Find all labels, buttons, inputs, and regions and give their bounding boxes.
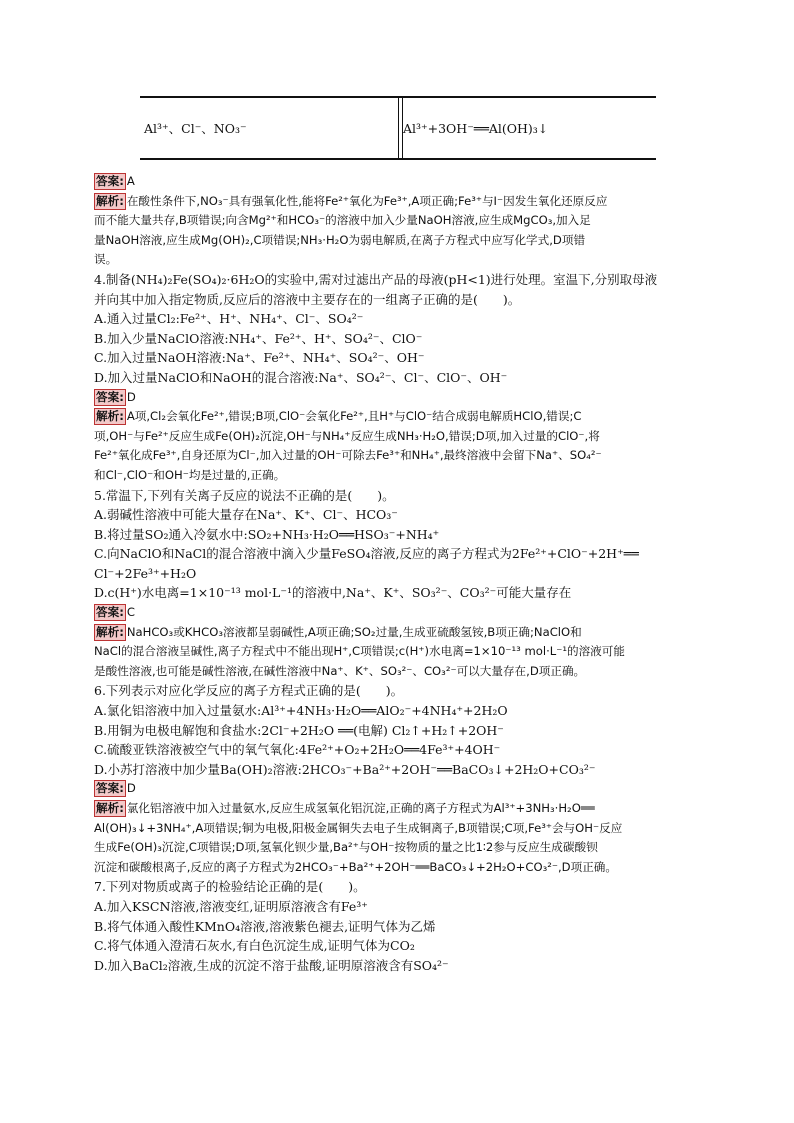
explanation-label: 解析: bbox=[96, 193, 124, 208]
answer-line bbox=[94, 388, 696, 408]
line-text: 在酸性条件下,NO₃⁻具有强氧化性,能将Fe²⁺氧化为Fe³⁺,A项正确;Fe³⁺与I⁻因发生氧化还原反应 bbox=[126, 193, 608, 208]
explanation-line bbox=[94, 192, 696, 212]
line-text: 4.制备(NH₄)₂Fe(SO₄)₂·6H₂O的实验中,需对过滤出产品的母液(pH<1)进行处理。室温下,分别取母液 bbox=[94, 271, 658, 287]
explanation-line bbox=[94, 623, 696, 643]
question-line bbox=[94, 544, 696, 564]
line-text: NaHCO₃或KHCO₃溶液都呈弱碱性,A项正确;SO₂过量,生成亚硫酸氢铵,B项正确;NaClO和 bbox=[126, 624, 582, 639]
explanation-label: 解析: bbox=[96, 409, 124, 424]
answer-label: 答案: bbox=[96, 174, 124, 188]
line-text: Cl⁻+2Fe³⁺+H₂O bbox=[94, 565, 197, 581]
table-cell-equation: Al³⁺+3OH⁻══Al(OH)₃↓ bbox=[403, 120, 549, 136]
question-line bbox=[94, 505, 696, 525]
line-text: C.加入过量NaOH溶液:Na⁺、Fe²⁺、NH₄⁺、SO₄²⁻、OH⁻ bbox=[94, 350, 425, 366]
line-text: 而不能大量共存,B项错误;向含Mg²⁺和HCO₃⁻的溶液中加入少量NaOH溶液,应生成MgCO₃,加入足 bbox=[94, 213, 591, 228]
line-text: 项,OH⁻与Fe²⁺反应生成Fe(OH)₂沉淀,OH⁻与NH₄⁺反应生成NH₃·H₂O,错误;D项,加入过量的ClO⁻,将 bbox=[94, 428, 600, 443]
explanation-line bbox=[94, 799, 696, 819]
line-text: D bbox=[126, 389, 136, 404]
explanation-line bbox=[94, 427, 696, 447]
explanation-line bbox=[94, 231, 696, 251]
question-line bbox=[94, 760, 696, 780]
line-text: B.用铜为电极电解饱和食盐水:2Cl⁻+2H₂O ══(电解) Cl₂↑+H₂↑+2OH⁻ bbox=[94, 722, 504, 738]
line-text: C bbox=[126, 605, 135, 620]
line-text: B.将过量SO₂通入冷氨水中:SO₂+NH₃·H₂O══HSO₃⁻+NH₄⁺ bbox=[94, 526, 440, 542]
question-line bbox=[94, 936, 696, 956]
line-text: Fe²⁺氧化成Fe³⁺,自身还原为Cl⁻,加入过量的OH⁻可除去Fe³⁺和NH₄⁺,最终溶液中会留下Na⁺、SO₄²⁻ bbox=[94, 448, 602, 463]
line-text: 误。 bbox=[94, 252, 118, 267]
line-text: C.向NaClO和NaCl的混合溶液中滴入少量FeSO₄溶液,反应的离子方程式为2Fe²⁺+ClO⁻+2H⁺══ bbox=[94, 546, 639, 562]
question-line bbox=[94, 897, 696, 917]
line-text: 是酸性溶液,也可能是碱性溶液,在碱性溶液中Na⁺、K⁺、SO₃²⁻、CO₃²⁻可以大量存在,D项正确。 bbox=[94, 663, 586, 678]
explanation-line bbox=[94, 838, 696, 858]
line-text: 并向其中加入指定物质,反应后的溶液中主要存在的一组离子正确的是( )。 bbox=[94, 291, 521, 307]
question-line bbox=[94, 721, 696, 741]
line-text: 和Cl⁻,ClO⁻和OH⁻均是过量的,正确。 bbox=[94, 467, 286, 482]
line-text: B.将气体通入酸性KMnO₄溶液,溶液紫色褪去,证明气体为乙烯 bbox=[94, 918, 436, 934]
option-table bbox=[140, 96, 656, 160]
table-cell-ions: Al³⁺、Cl⁻、NO₃⁻ bbox=[144, 121, 247, 136]
question-line bbox=[94, 329, 696, 349]
line-text: C.硫酸亚铁溶液被空气中的氧气氧化:4Fe²⁺+O₂+2H₂O══4Fe³⁺+4OH⁻ bbox=[94, 742, 501, 758]
line-text: D.小苏打溶液中加少量Ba(OH)₂溶液:2HCO₃⁻+Ba²⁺+2OH⁻══BaCO₃↓+2H₂O+CO₃²⁻ bbox=[94, 761, 596, 777]
answer-label: 答案: bbox=[96, 781, 124, 796]
line-text: 沉淀和碳酸根离子,反应的离子方程式为2HCO₃⁻+Ba²⁺+2OH⁻══BaCO₃↓+2H₂O+CO₃²⁻,D项正确。 bbox=[94, 859, 617, 874]
explanation-line bbox=[94, 642, 696, 662]
answer-line bbox=[94, 779, 696, 799]
question-line bbox=[94, 956, 696, 976]
explanation-line bbox=[94, 211, 696, 231]
explanation-line bbox=[94, 662, 696, 682]
explanation-line bbox=[94, 407, 696, 427]
line-text: D.加入过量NaClO和NaOH的混合溶液:Na⁺、SO₄²⁻、Cl⁻、ClO⁻、OH⁻ bbox=[94, 369, 508, 385]
question-line bbox=[94, 701, 696, 721]
line-text: 6.下列表示对应化学反应的离子方程式正确的是( )。 bbox=[94, 683, 404, 699]
line-text: D.加入BaCl₂溶液,生成的沉淀不溶于盐酸,证明原溶液含有SO₄²⁻ bbox=[94, 957, 449, 973]
answer-label: 答案: bbox=[96, 389, 124, 404]
line-text: A.氯化铝溶液中加入过量氨水:Al³⁺+4NH₃·H₂O══AlO₂⁻+4NH₄⁺+2H₂O bbox=[94, 703, 508, 719]
question-line bbox=[94, 877, 696, 897]
question-line bbox=[94, 348, 696, 368]
answer-line bbox=[94, 603, 696, 623]
explanation-line bbox=[94, 858, 696, 878]
answer-label: 答案: bbox=[96, 605, 124, 620]
line-text: B.加入少量NaClO溶液:NH₄⁺、Fe²⁺、H⁺、SO₄²⁻、ClO⁻ bbox=[94, 330, 423, 346]
line-text: A.加入KSCN溶液,溶液变红,证明原溶液含有Fe³⁺ bbox=[94, 898, 368, 914]
question-line bbox=[94, 486, 696, 506]
question-line bbox=[94, 368, 696, 388]
explanation-line bbox=[94, 250, 696, 270]
question-line bbox=[94, 309, 696, 329]
explanation-line bbox=[94, 466, 696, 486]
explanation-line bbox=[94, 446, 696, 466]
line-text: A.弱碱性溶液中可能大量存在Na⁺、K⁺、Cl⁻、HCO₃⁻ bbox=[94, 507, 398, 523]
explanation-label: 解析: bbox=[96, 801, 124, 815]
line-text: 生成Fe(OH)₃沉淀,C项错误;D项,氢氧化钡少量,Ba²⁺与OH⁻按物质的量之比1∶2参与反应生成碳酸钡 bbox=[94, 840, 598, 855]
question-line bbox=[94, 525, 696, 545]
explanation-line bbox=[94, 819, 696, 839]
line-text: 7.下列对物质或离子的检验结论正确的是( )。 bbox=[94, 879, 366, 895]
answer-line bbox=[94, 172, 696, 192]
question-line bbox=[94, 290, 696, 310]
line-text: 5.常温下,下列有关离子反应的说法不正确的是( )。 bbox=[94, 487, 395, 503]
question-line bbox=[94, 917, 696, 937]
question-line bbox=[94, 681, 696, 701]
line-text: A项,Cl₂会氧化Fe²⁺,错误;B项,ClO⁻会氧化Fe²⁺,且H⁺与ClO⁻结合成弱电解质HClO,错误;C bbox=[126, 409, 582, 424]
line-text: D bbox=[126, 781, 136, 796]
line-text: 量NaOH溶液,应生成Mg(OH)₂,C项错误;NH₃·H₂O为弱电解质,在离子方程式中应写化学式,D项错 bbox=[94, 232, 586, 247]
document-body bbox=[94, 172, 696, 975]
question-line bbox=[94, 564, 696, 584]
line-text: C.将气体通入澄清石灰水,有白色沉淀生成,证明气体为CO₂ bbox=[94, 938, 415, 954]
question-line bbox=[94, 583, 696, 603]
line-text: Al(OH)₃↓+3NH₄⁺,A项错误;铜为电极,阳极金属铜失去电子生成铜离子,B项错误;C项,Fe³⁺会与OH⁻反应 bbox=[94, 820, 623, 835]
line-text: A.通入过量Cl₂:Fe²⁺、H⁺、NH₄⁺、Cl⁻、SO₄²⁻ bbox=[94, 311, 364, 327]
explanation-label: 解析: bbox=[96, 624, 124, 639]
line-text: A bbox=[126, 174, 135, 188]
line-text: D.c(H⁺)水电离=1×10⁻¹³ mol·L⁻¹的溶液中,Na⁺、K⁺、SO₃²⁻、CO₃²⁻可能大量存在 bbox=[94, 585, 572, 601]
question-line bbox=[94, 740, 696, 760]
line-text: NaCl的混合溶液呈碱性,离子方程式中不能出现H⁺,C项错误;c(H⁺)水电离=1×10⁻¹³ mol·L⁻¹的溶液可能 bbox=[94, 644, 625, 659]
question-line bbox=[94, 270, 696, 290]
line-text: 氯化铝溶液中加入过量氨水,反应生成氢氧化铝沉淀,正确的离子方程式为Al³⁺+3NH₃·H₂O══ bbox=[126, 801, 595, 815]
